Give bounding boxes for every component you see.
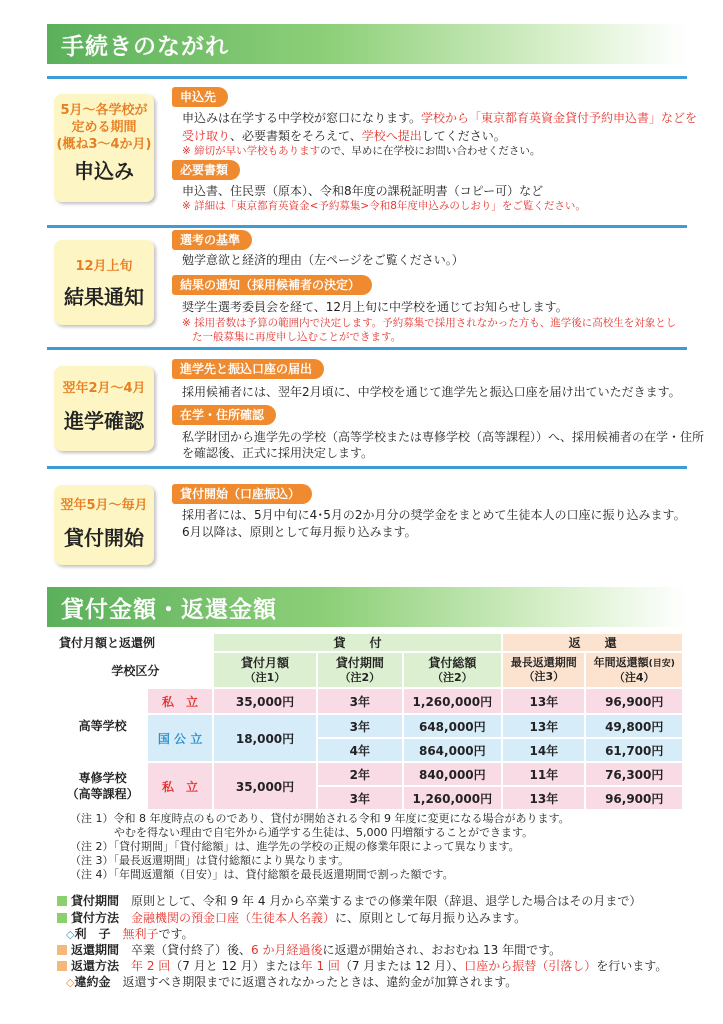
- divider: [47, 347, 687, 350]
- stage-period: 12月上旬: [75, 259, 133, 274]
- info-interest: ◇利 子 無利子です。: [66, 927, 194, 941]
- cell-max: 13年: [503, 715, 584, 737]
- stage-period: 翌年5月～毎月: [60, 498, 148, 513]
- cell-annual: 76,300円: [586, 763, 682, 785]
- label-result-notice: 結果の通知（採用候補者の決定）: [172, 275, 372, 295]
- required-docs-note: ※ 詳細は「東京都育英資金<予約募集>令和8年度申込みのしおり」をご覧ください。: [182, 200, 586, 212]
- label-apply-destination: 申込先: [172, 87, 228, 107]
- diamond-icon: ◇: [66, 928, 75, 941]
- cell-annual: 61,700円: [586, 739, 682, 761]
- label-payment-start: 貸付開始（口座振込）: [172, 484, 312, 504]
- loan-table: [57, 632, 684, 811]
- result-note-2: た一般募集に再度申し込むことができます。: [192, 331, 402, 343]
- stage-name: 貸付開始: [64, 526, 144, 550]
- stage-apply: [54, 94, 154, 202]
- footnote-1b: やむを得ない理由で自宅外から通学する生徒は、5,000 円増額することができます。: [114, 826, 534, 839]
- header-annual: 年間返還額(目安) （注4）: [586, 653, 682, 687]
- info-return-period: 返還期間 卒業（貸付終了）後、6 か月経過後に返還が開始され、おおむね 13 年間です。: [57, 942, 561, 958]
- payment-text-2: 6月以降は、原則として毎月振り込みます。: [182, 525, 417, 539]
- divider: [47, 466, 687, 469]
- enrollment-confirm-text-1: 私学財団から進学先の学校（高等学校または専修学校（高等課程））へ、採用候補者の在学・住所: [182, 430, 705, 444]
- cell-max: 11年: [503, 763, 584, 785]
- label-criteria: 選考の基準: [172, 230, 252, 250]
- row-label-vocational: 専修学校 （高等課程）: [66, 771, 139, 801]
- cell-annual: 96,900円: [586, 787, 682, 809]
- footnote-4: （注 4）「年間返還額（目安）」は、貸付総額を最長返還期間で割った額です。: [70, 868, 454, 881]
- cell-total: 840,000円: [404, 763, 502, 785]
- header-return-group: 返 還: [503, 634, 682, 651]
- cell-monthly: 35,000円: [214, 689, 316, 713]
- stage-name: 結果通知: [64, 285, 144, 309]
- green-square-icon: [57, 913, 67, 923]
- row-label-high-school: 高等学校: [78, 718, 127, 733]
- cell-total: 1,260,000円: [404, 689, 502, 713]
- section-title: 貸付金額・返還金額: [61, 597, 277, 623]
- footnote-1: （注 1）令和 8 年度時点のものであり、貸付が開始される令和 9 年度に変更になる場合があります。: [70, 812, 570, 825]
- header-loan-group: 貸 付: [214, 634, 501, 651]
- diamond-icon: ◇: [66, 976, 75, 989]
- type-public: 国 公 立: [148, 715, 212, 761]
- result-text: 奨学生選考委員会を経て、12月上旬に中学校を通じてお知らせします。: [182, 300, 568, 314]
- cell-max: 14年: [503, 739, 584, 761]
- cell-max: 13年: [503, 787, 584, 809]
- stage-period: 翌年2月～4月: [62, 381, 146, 396]
- label-school-report: 進学先と振込口座の届出: [172, 359, 324, 379]
- divider: [47, 225, 687, 228]
- cell-period: 3年: [318, 715, 401, 737]
- cell-monthly: 18,000円: [214, 715, 316, 761]
- cell-monthly: 35,000円: [214, 763, 316, 809]
- cell-period: 3年: [318, 689, 401, 713]
- stage-period: 5月～各学校が: [60, 103, 148, 118]
- stage-period: (概ね3～4か月): [56, 137, 152, 152]
- green-square-icon: [57, 896, 67, 906]
- info-return-method: 返還方法 年 2 回（7 月と 12 月）または年 1 回（7 月または 12 月）、口座から振替（引落し）を行います。: [57, 958, 667, 974]
- criteria-text: 勉学意欲と経済的理由（左ページをご覧ください。）: [182, 253, 464, 267]
- table-caption: 貸付月額と返還例: [59, 636, 156, 650]
- cell-total: 1,260,000円: [404, 787, 502, 809]
- cell-period: 2年: [318, 763, 401, 785]
- header-period: 貸付期間 （注2）: [318, 653, 401, 687]
- stage-period: 定める期間: [71, 120, 137, 135]
- section-title: 手続きのながれ: [61, 34, 229, 60]
- label-enrollment-confirm: 在学・住所確認: [172, 405, 276, 425]
- section-banner-procedure: [47, 24, 687, 64]
- type-private: 私 立: [148, 689, 212, 713]
- stage-result: [54, 240, 154, 325]
- stage-name: 進学確認: [64, 409, 144, 433]
- footnote-3: （注 3）「最長返還期間」は貸付総額により異なります。: [70, 854, 350, 867]
- stage-payment: [54, 485, 154, 565]
- stage-name: 申込み: [74, 159, 134, 183]
- info-loan-period: 貸付期間 原則として、令和 9 年 4 月から卒業するまでの修業年限（辞退、退学した場合はその月まで）: [57, 893, 641, 909]
- enrollment-confirm-text-2: を確認後、正式に採用決定します。: [182, 446, 374, 460]
- info-penalty: ◇違約金 返還すべき期限までに返還されなかったときは、違約金が加算されます。: [66, 975, 518, 989]
- header-max-period: 最長返還期間 （注3）: [503, 653, 584, 687]
- footnote-2: （注 2）「貸付期間」「貸付総額」は、進学先の学校の正規の修業年限によって異なります。: [70, 840, 520, 853]
- orange-square-icon: [57, 961, 67, 971]
- apply-destination-text-1: 申込みは在学する中学校が窓口になります。学校から「東京都育英資金貸付予約申込書」などを: [182, 111, 698, 125]
- stage-confirm: [54, 366, 154, 451]
- apply-destination-text-2: 受け取り、必要書類をそろえて、学校へ提出してください。: [182, 129, 506, 143]
- cell-total: 864,000円: [404, 739, 502, 761]
- result-note-1: ※ 採用者数は予算の範囲内で決定します。予約募集で採用されなかった方も、進学後に高校生を対象とし: [182, 317, 677, 329]
- cell-annual: 96,900円: [586, 689, 682, 713]
- label-required-docs: 必要書類: [172, 160, 240, 180]
- info-loan-method: 貸付方法 金融機関の預金口座（生徒本人名義）に、原則として毎月振り込みます。: [57, 910, 526, 926]
- cell-annual: 49,800円: [586, 715, 682, 737]
- section-banner-amounts: [47, 587, 687, 627]
- orange-square-icon: [57, 945, 67, 955]
- required-docs-text: 申込書、住民票（原本）、令和8年度の課税証明書（コピー可）など: [182, 184, 544, 198]
- cell-period: 3年: [318, 787, 401, 809]
- header-monthly: 貸付月額 （注1）: [214, 653, 316, 687]
- apply-destination-note: ※ 締切が早い学校もありますので、早めに在学校にお問い合わせください。: [182, 145, 541, 157]
- header-total: 貸付総額 （注2）: [404, 653, 502, 687]
- header-school-type: 学校区分: [111, 663, 160, 678]
- divider: [47, 76, 687, 79]
- cell-period: 4年: [318, 739, 401, 761]
- school-report-text: 採用候補者には、翌年2月頃に、中学校を通じて進学先と振込口座を届け出ていただきます。: [182, 385, 681, 399]
- payment-text-1: 採用者には、5月中旬に4･5月の2か月分の奨学金をまとめて生徒本人の口座に振り込みます。: [182, 508, 686, 522]
- type-private: 私 立: [148, 763, 212, 809]
- cell-total: 648,000円: [404, 715, 502, 737]
- cell-max: 13年: [503, 689, 584, 713]
